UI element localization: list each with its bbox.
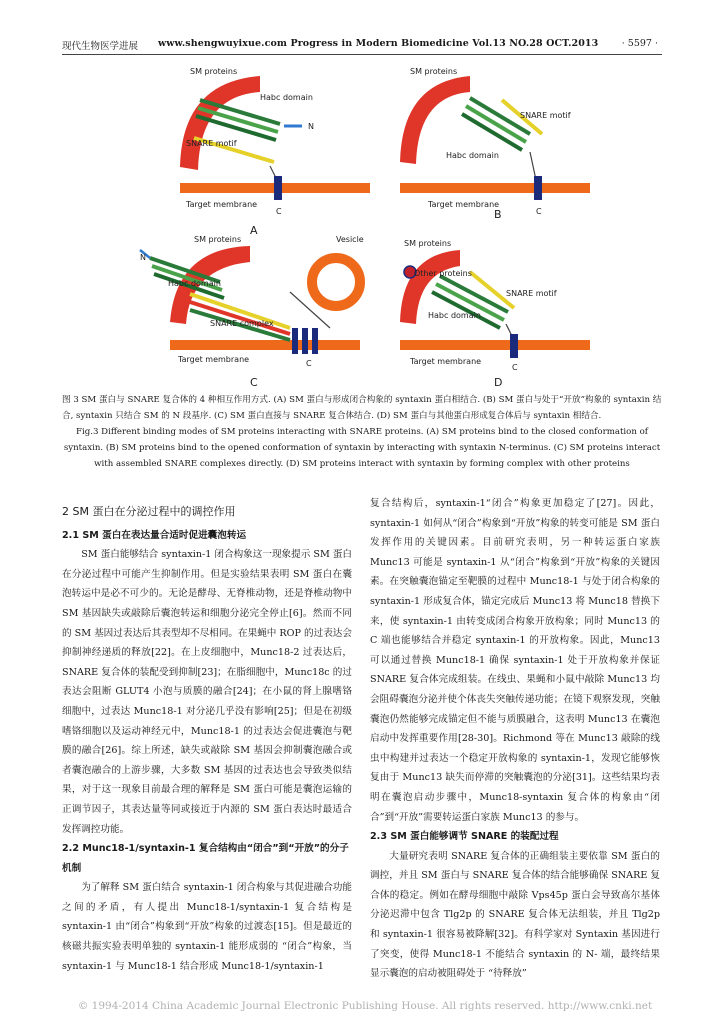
panel-c-label-habc: Habc domain (168, 279, 221, 288)
paragraph: SM 蛋白能够结合 syntaxin-1 闭合构象这一现象提示 SM 蛋白在分泌过程中可能产生抑制作用。但是实验结果表明 SM 蛋白在囊泡转运中是必不可少的。无论是酵母、无脊椎动物，还是脊椎动物中 SM 基因缺失或敲除后囊泡转运和细胞分泌完全停止[6]。然而不同的 SM 基因过表达后其表型却不尽相同。在果蝇中 ROP 的过表达会抑制神经递质的释放[22]。在上皮细胞中，Munc18-2 过表达后，SNARE 复合体的装配受到抑制[23]；在脂细胞中，Munc18c 的过表达会阻断 GLUT4 小泡与质膜的融合[24]；在小鼠的肾上腺嗜铬细胞中，过表达 Munc18-1 对分泌几乎没有影响[25]；但是在初级嗜铬细胞以及运动神经元中，Munc18-1 的过表达会促进囊泡与靶膜的融合[26]。综上所述，缺失或敲除 SM 基因会抑制囊泡融合或者囊泡融合的上游步骤，大多数 SM 基因的过表达也会导致类似结果，对于这一现象目前最合理的解释是 SM 蛋白可能是囊泡运输的正调节因子，其表达量等同或接近于内源的 SM 蛋白表达时最适合发挥调控功能。 (62, 549, 353, 835)
caption-chinese: 图 3 SM 蛋白与 SNARE 复合体的 4 种相互作用方式. (A) SM 蛋白与形成闭合构象的 syntaxin 蛋白相结合. (B) SM 蛋白与处于“开放”构象的 syntaxin 结合, syntaxin 只结合 SM 的 N 段基序. (C) SM 蛋白直接与 SNARE 复合体结合. (D) SM 蛋白与其他蛋白形成复合体后与 syntaxin 相结合. (62, 395, 662, 421)
panel-d (400, 239, 590, 389)
figure-caption (62, 392, 662, 472)
panel-b (400, 67, 590, 221)
panel-a (180, 67, 370, 237)
panel-c-anchor-3 (312, 328, 318, 354)
panel-d-label-other: Other proteins (414, 269, 472, 278)
panel-d-label-sm: SM proteins (404, 239, 452, 248)
panel-d-anchor (510, 334, 518, 358)
panel-a-label-sm: SM proteins (190, 67, 238, 76)
panel-a-letter: A (250, 224, 258, 237)
panel-c-membrane (170, 340, 360, 350)
caption-english: Fig.3 Different binding modes of SM proteins interacting with SNARE proteins. (A) SM proteins bind to the closed conformation of syntaxin. (B) SM proteins bind to the opened conformation of syntaxin by interacting with syntaxin N-terminus. (C) SM proteins interact with assembled SNARE complexes directly. (D) SM proteins interact with syntaxin by forming complex with other proteins (63, 427, 661, 469)
right-column (370, 494, 660, 984)
journal-citation: www.shengwuyixue.com Progress in Modern Biomedicine Vol.13 NO.28 OCT.2013 (158, 38, 599, 49)
copyright-footer: © 1994-2014 China Academic Journal Electronic Publishing House. All rights reserved. http://www.cnki.net (77, 1000, 653, 1012)
panel-d-label-c: C (512, 363, 518, 372)
panel-c-label-target: Target membrane (178, 355, 250, 364)
panel-c-label-vesicle: Vesicle (336, 235, 364, 244)
panel-c-letter: C (250, 376, 258, 389)
panel-c-snare-complex (190, 292, 330, 340)
panel-c-anchor-1 (292, 328, 298, 354)
journal-name: 现代生物医学进展 (62, 41, 139, 52)
panel-a-label-n: N (308, 122, 314, 131)
panel-a-label-c: C (276, 207, 282, 216)
panel-d-label-snare: SNARE motif (506, 289, 557, 298)
panel-c (140, 235, 364, 389)
left-column (62, 494, 352, 976)
panel-b-label-c: C (536, 207, 542, 216)
panel-b-label-sm: SM proteins (410, 67, 458, 76)
panel-a-label-target: Target membrane (186, 200, 258, 209)
subsection-2-3-title: 2.3 SM 蛋白能够调节 SNARE 的装配过程 (370, 831, 559, 843)
panel-d-label-target: Target membrane (410, 357, 482, 366)
panel-b-anchor (534, 176, 542, 200)
figure-3-diagram (110, 62, 640, 392)
subsection-2-2-title: 2.2 Munc18-1/syntaxin-1 复合结构由“闭合”到“开放”的分子机制 (62, 843, 349, 874)
paragraph: 复合结构后，syntaxin-1“闭合”构象更加稳定了[27]。因此，syntaxin-1 如何从“闭合”构象到“开放”构象的转变可能是 SM 蛋白发挥作用的关键因素。目前研究表明，另一种转运蛋白家族 Munc13 可能是 syntaxin-1 从“闭合”构象到“开放”构象的关键因素。在突触囊泡锚定至靶膜的过程中 Munc18-1 与处于闭合构象的 syntaxin-1 形成复合体，锚定完成后 Munc13 将 Munc18 替换下来，使 syntaxin-1 由转变成闭合构象开放构象；同时 Munc13 的 C 端也能够结合并稳定 syntaxin-1 的开放构象。因此，Munc13 可以通过替换 Munc18-1 确保 syntaxin-1 处于开放构象并保证 SNARE 复合体完成组装。在线虫、果蝇和小鼠中敲除 Munc13 均会阻碍囊泡分泌并使个体丧失突触传递功能；在镜下观察发现，突触囊泡仍然能够完成锚定但不能与质膜融合，这表明 Munc13 在囊泡启动中发挥重要作用[28-30]。Richmond 等在 Munc13 敲除的线虫中构建并过表达一个稳定开放构象的 syntaxin-1，发现它能够恢复由于 Munc13 缺失而停滞的突触囊泡的分泌[31]。这些结果均表明在囊泡启动步骤中，Munc18-syntaxin 复合体的构象由“闭合”到“开放”需要转运蛋白家族 Munc13 的参与。 (370, 498, 660, 823)
panel-c-label-c: C (306, 359, 312, 368)
paragraph: 大量研究表明 SNARE 复合体的正确组装主要依靠 SM 蛋白的调控，并且 SM 蛋白与 SNARE 复合体的结合能够确保 SNARE 复合体的稳定。例如在酵母细胞中敲除 Vps45p 蛋白会导致高尔基体分泌迟滞中包含 Tlg2p 的 SNARE 复合体无法组装，并且 Tlg2p 和 syntaxin-1 很容易被降解[32]。有科学家对 Syntaxin 基因进行了突变，使得 Munc18-1 不能结合 syntaxin 的 N- 端，最终结果显示囊泡的启动被阻碍处于 “待释放” (370, 850, 660, 980)
paragraph: 为了解释 SM 蛋白结合 syntaxin-1 闭合构象与其促进融合功能之间的矛盾，有人提出 Munc18-1/syntaxin-1 复合结构是 syntaxin-1 由“闭合”构象到“开放”构象的过渡态[15]。但是最近的核磁共振实验表明单独的 syntaxin-1 能形成弱的 “闭合”构象，当 syntaxin-1 与 Munc18-1 结合形成 Munc18-1/syntaxin-1 (62, 882, 352, 972)
panel-b-label-snare: SNARE motif (520, 111, 571, 120)
panel-c-vesicle (312, 258, 360, 306)
figure-3 (110, 62, 640, 392)
panel-a-label-snare: SNARE motif (186, 139, 237, 148)
panel-d-habc-bars (432, 272, 514, 336)
panel-a-anchor (274, 176, 282, 200)
panel-c-label-n: N (140, 253, 146, 262)
panel-d-letter: D (494, 376, 503, 389)
header-rule (62, 54, 662, 55)
panel-a-label-habc: Habc domain (260, 93, 313, 102)
panel-d-label-habc: Habc domain (428, 311, 481, 320)
panel-c-anchor-2 (302, 328, 308, 354)
panel-c-label-snare: SNARE complex (210, 319, 274, 328)
panel-b-label-habc: Habc domain (446, 151, 499, 160)
panel-d-membrane (400, 340, 590, 350)
page-number: · 5597 · (621, 38, 658, 49)
section-title: 2 SM 蛋白在分泌过程中的调控作用 (62, 505, 236, 518)
panel-b-label-target: Target membrane (428, 200, 500, 209)
panel-c-label-sm: SM proteins (194, 235, 242, 244)
panel-b-membrane (400, 183, 590, 193)
panel-b-letter: B (494, 208, 502, 221)
subsection-2-1-title: 2.1 SM 蛋白在表达量合适时促进囊泡转运 (62, 529, 247, 541)
